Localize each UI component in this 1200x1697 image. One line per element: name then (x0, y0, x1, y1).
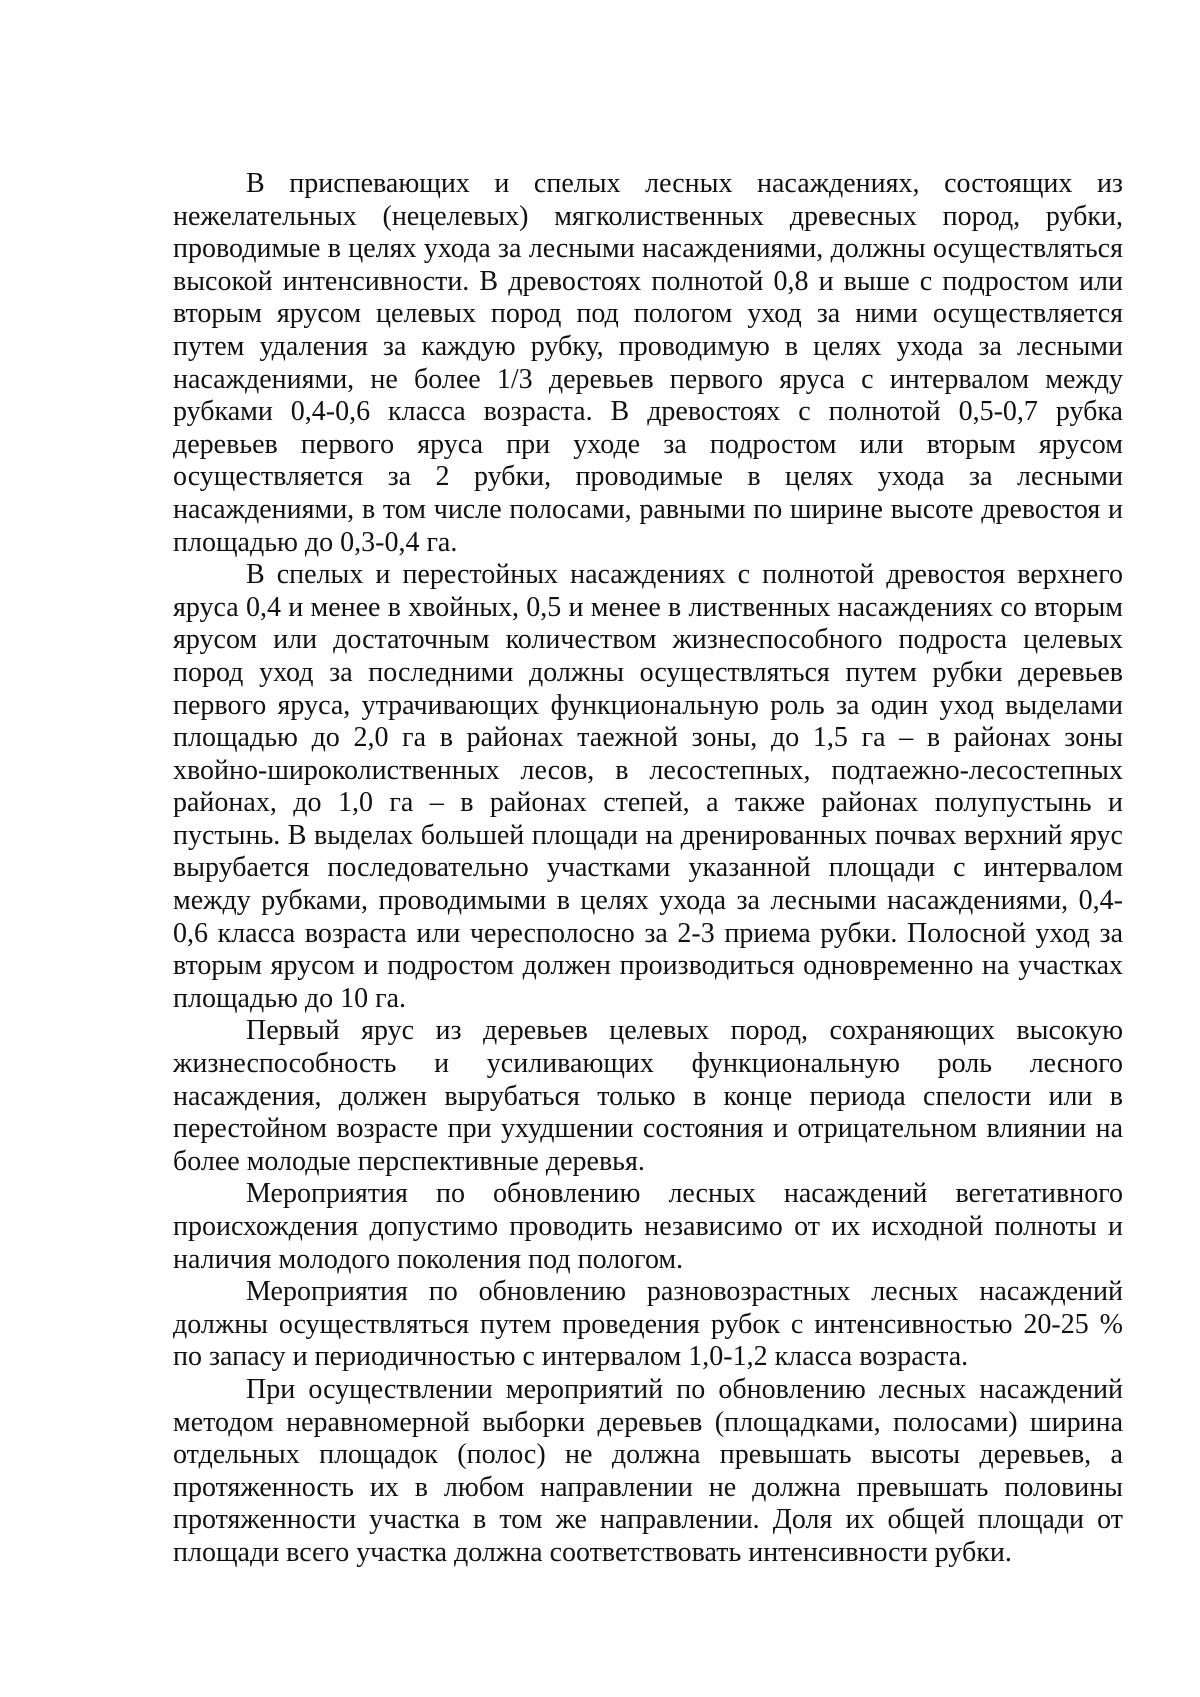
paragraph-4: Мероприятия по обновлению лесных насаждений вегетативного происхождения допустимо проводить независимо от их исходной полноты и наличия молодого поколения под пологом. (173, 1178, 1123, 1275)
paragraph-1: В приспевающих и спелых лесных насаждениях, состоящих из нежелательных (нецелевых) мягколиственных древесных пород, рубки, проводимые в целях ухода за лесными насаждениями, должны осуществляться высокой интенсивности. В древостоях полнотой 0,8 и выше с подростом или вторым ярусом целевых пород под пологом уход за ними осуществляется путем удаления за каждую рубку, проводимую в целях ухода за лесными насаждениями, не более 1/3 деревьев первого яруса с интервалом между рубками 0,4-0,6 класса возраста. В древостоях с полнотой 0,5-0,7 рубка деревьев первого яруса при уходе за подростом или вторым ярусом осуществляется за 2 рубки, проводимые в целях ухода за лесными насаждениями, в том числе полосами, равными по ширине высоте древостоя и площадью до 0,3-0,4 га. (173, 168, 1123, 558)
document-body (173, 168, 1123, 1570)
paragraph-5: Мероприятия по обновлению разновозрастных лесных насаждений должны осуществляться путем проведения рубок с интенсивностью 20-25 % по запасу и периодичностью с интервалом 1,0-1,2 класса возраста. (173, 1276, 1123, 1373)
paragraph-6: При осуществлении мероприятий по обновлению лесных насаждений методом неравномерной выборки деревьев (площадками, полосами) ширина отдельных площадок (полос) не должна превышать высоты деревьев, а протяженность их в любом направлении не должна превышать половины протяженности участка в том же направлении. Доля их общей площади от площади всего участка должна соответствовать интенсивности рубки. (173, 1373, 1123, 1568)
paragraph-2: В спелых и перестойных насаждениях с полнотой древостоя верхнего яруса 0,4 и менее в хвойных, 0,5 и менее в лиственных насаждениях со вторым ярусом или достаточным количеством жизнеспособного подроста целевых пород уход за последними должны осуществляться путем рубки деревьев первого яруса, утрачивающих функциональную роль за один уход выделами площадью до 2,0 га в районах таежной зоны, до 1,5 га – в районах зоны хвойно-широколиственных лесов, в лесостепных, подтаежно-лесостепных районах, до 1,0 га – в районах степей, а также районах полупустынь и пустынь. В выделах большей площади на дренированных почвах верхний ярус вырубается последовательно участками указанной площади с интервалом между рубками, проводимыми в целях ухода за лесными насаждениями, 0,4-0,6 класса возраста или чересполосно за 2-3 приема рубки. Полосной уход за вторым ярусом и подростом должен производиться одновременно на участках площадью до 10 га. (173, 559, 1123, 1014)
paragraph-3: Первый ярус из деревьев целевых пород, сохраняющих высокую жизнеспособность и усиливающих функциональную роль лесного насаждения, должен вырубаться только в конце периода спелости или в перестойном возрасте при ухудшении состояния и отрицательном влиянии на более молодые перспективные деревья. (173, 1015, 1123, 1177)
